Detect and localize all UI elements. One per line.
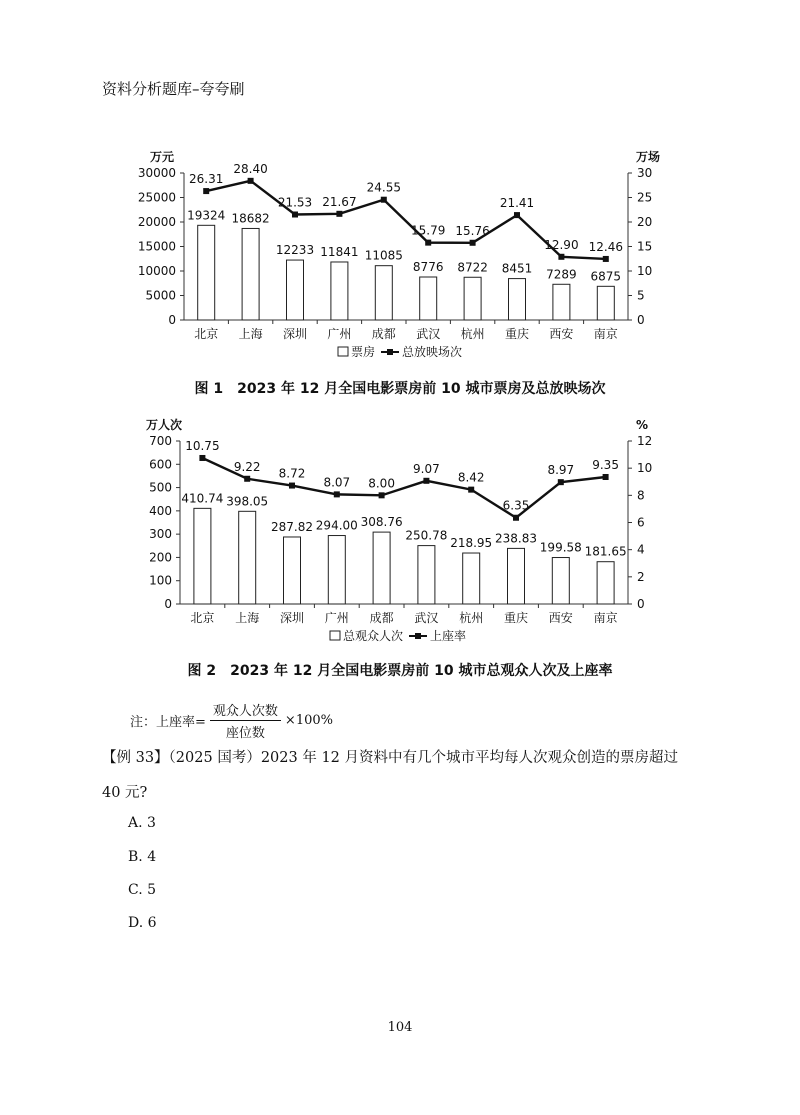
- left-tick-label: 300: [149, 527, 172, 542]
- line-point: [381, 197, 387, 203]
- category-label: 北京: [190, 611, 215, 625]
- formula-note: [130, 700, 333, 741]
- right-tick-label: 5: [637, 288, 645, 303]
- legend-line-label: 总放映场次: [402, 345, 463, 359]
- bar: [508, 548, 525, 604]
- legend-bar-swatch: [330, 631, 340, 640]
- line-value-label: 21.53: [277, 195, 313, 210]
- bar: [464, 277, 481, 320]
- bar-value-label: 8776: [412, 259, 444, 274]
- line-value-label: 10.75: [185, 438, 220, 453]
- line-value-label: 12.46: [588, 239, 623, 254]
- category-label: 北京: [194, 327, 219, 341]
- bar: [552, 558, 569, 604]
- right-tick-label: 4: [637, 542, 645, 557]
- left-tick-label: 700: [149, 434, 172, 448]
- bar-value-label: 7289: [546, 267, 577, 282]
- legend-bar-label: 总观众人次: [343, 629, 404, 643]
- bar-value-label: 8722: [457, 260, 488, 275]
- formula-numerator: 观众人次数: [210, 700, 281, 721]
- chart-box-office: [0, 140, 800, 380]
- right-axis-unit: 万场: [636, 150, 661, 164]
- bar-value-label: 398.05: [226, 494, 269, 509]
- bar-value-label: 308.76: [360, 515, 403, 530]
- line-value-label: 8.97: [547, 463, 575, 478]
- bar: [331, 262, 348, 320]
- bar-value-label: 19324: [187, 208, 226, 223]
- left-tick-label: 400: [149, 503, 172, 518]
- option-c[interactable]: C. 5: [128, 882, 157, 898]
- left-tick-label: 20000: [137, 215, 176, 229]
- line-point: [199, 455, 205, 461]
- bar-value-label: 238.83: [495, 531, 537, 546]
- legend-bar-label: 票房: [351, 345, 376, 359]
- right-tick-label: 0: [637, 313, 645, 327]
- bar-value-label: 410.74: [181, 491, 224, 506]
- bar-value-label: 11841: [320, 244, 359, 259]
- bar: [597, 286, 614, 320]
- right-tick-label: 8: [637, 488, 645, 503]
- line-point: [603, 474, 609, 480]
- note-prefix: 注：上座率=: [130, 715, 206, 730]
- bar-value-label: 250.78: [405, 528, 448, 543]
- category-label: 重庆: [504, 327, 530, 341]
- category-label: 深圳: [279, 611, 305, 625]
- note-suffix: ×100%: [284, 713, 333, 728]
- page-header-title: 资料分析题库–夸夸刷: [102, 80, 245, 98]
- bar: [463, 553, 480, 604]
- category-label: 广州: [327, 327, 352, 341]
- category-label: 杭州: [460, 327, 485, 341]
- line-point: [203, 188, 209, 194]
- right-tick-label: 25: [637, 190, 653, 205]
- left-tick-label: 15000: [137, 239, 176, 254]
- category-label: 西安: [549, 327, 574, 341]
- right-tick-label: 10: [637, 461, 653, 476]
- category-label: 深圳: [282, 327, 308, 341]
- left-axis-unit: 万元: [150, 150, 175, 164]
- line-point: [423, 478, 429, 484]
- left-tick-label: 0: [168, 313, 176, 327]
- line-value-label: 6.35: [502, 498, 530, 513]
- line-value-label: 12.90: [544, 237, 579, 252]
- legend-line-marker: [415, 633, 421, 639]
- right-tick-label: 6: [637, 515, 645, 530]
- line-point: [470, 240, 476, 246]
- right-tick-label: 30: [637, 166, 653, 180]
- bar: [375, 266, 392, 320]
- bar: [418, 546, 435, 604]
- line-point: [336, 211, 342, 217]
- bar-value-label: 218.95: [450, 536, 493, 551]
- left-tick-label: 100: [149, 573, 172, 588]
- bar-value-label: 12233: [275, 243, 315, 258]
- category-label: 杭州: [459, 611, 484, 625]
- line-value-label: 8.42: [457, 470, 485, 485]
- left-tick-label: 0: [164, 597, 172, 611]
- category-label: 广州: [324, 611, 349, 625]
- formula-denominator: 座位数: [225, 726, 265, 741]
- bar: [287, 260, 304, 320]
- category-label: 武汉: [416, 327, 441, 341]
- line-value-label: 8.72: [278, 466, 306, 481]
- left-axis-unit: 万人次: [146, 418, 183, 432]
- line-value-label: 15.76: [455, 223, 490, 238]
- series-line: [202, 458, 605, 518]
- bar-value-label: 287.82: [271, 519, 313, 534]
- line-point: [468, 487, 474, 493]
- formula-fraction: [210, 700, 281, 741]
- right-tick-label: 12: [637, 434, 653, 448]
- line-point: [334, 491, 340, 497]
- category-label: 成都: [371, 327, 396, 341]
- bar-value-label: 18682: [231, 211, 270, 226]
- bar-value-label: 181.65: [584, 544, 627, 559]
- bar: [509, 279, 526, 320]
- line-point: [244, 476, 250, 482]
- bar: [239, 511, 256, 604]
- bar: [194, 508, 211, 604]
- right-tick-label: 10: [637, 264, 653, 278]
- line-point: [289, 483, 295, 489]
- category-label: 武汉: [414, 611, 439, 625]
- line-value-label: 24.55: [366, 180, 401, 195]
- right-tick-label: 15: [637, 239, 653, 254]
- legend-line-marker: [387, 349, 393, 355]
- left-tick-label: 10000: [137, 264, 176, 278]
- figure-2-caption: 图 2 2023 年 12 月全国电影票房前 10 城市总观众人次及上座率: [187, 663, 613, 679]
- bar-value-label: 8451: [501, 261, 533, 276]
- legend-line-label: 上座率: [430, 629, 467, 643]
- line-point: [558, 479, 564, 485]
- option-a[interactable]: A. 3: [128, 815, 156, 831]
- category-label: 重庆: [503, 611, 529, 625]
- left-tick-label: 25000: [137, 190, 176, 205]
- line-value-label: 8.07: [323, 475, 351, 490]
- bar-value-label: 11085: [364, 248, 403, 263]
- bar: [284, 537, 301, 604]
- left-tick-label: 30000: [137, 166, 176, 180]
- bar-value-label: 6875: [590, 269, 622, 284]
- line-value-label: 28.40: [233, 161, 268, 176]
- line-point: [603, 256, 609, 262]
- right-axis-unit: %: [636, 418, 649, 432]
- left-tick-label: 200: [149, 550, 172, 565]
- category-label: 南京: [593, 611, 618, 625]
- question-text-line-1: 【例 33】（2025 国考）2023 年 12 月资料中有几个城市平均每人次观众创造的票房超过: [102, 750, 678, 766]
- line-point: [513, 515, 519, 521]
- category-label: 成都: [369, 611, 394, 625]
- line-point: [514, 212, 520, 218]
- figure-1-caption: 图 1 2023 年 12 月全国电影票房前 10 城市票房及总放映场次: [194, 381, 606, 397]
- category-label: 西安: [548, 611, 573, 625]
- line-value-label: 9.07: [413, 461, 440, 476]
- right-tick-label: 0: [637, 597, 645, 611]
- bar: [328, 536, 345, 604]
- left-tick-label: 600: [149, 457, 172, 472]
- bar: [198, 225, 215, 320]
- category-label: 南京: [593, 327, 618, 341]
- line-value-label: 9.22: [233, 459, 261, 474]
- bar: [420, 277, 437, 320]
- bar-value-label: 294.00: [315, 518, 358, 533]
- line-point: [379, 492, 385, 498]
- option-b[interactable]: B. 4: [128, 849, 157, 865]
- bar: [597, 562, 614, 604]
- chart-audience: [0, 412, 800, 650]
- line-point: [248, 178, 254, 184]
- line-value-label: 21.41: [499, 196, 535, 211]
- bar-value-label: 199.58: [539, 540, 582, 555]
- line-value-label: 15.79: [411, 223, 446, 238]
- line-value-label: 8.00: [368, 476, 395, 491]
- legend-bar-swatch: [338, 347, 348, 356]
- left-tick-label: 5000: [145, 288, 176, 303]
- question-text-line-2: 40 元?: [102, 785, 148, 801]
- line-value-label: 26.31: [189, 172, 224, 187]
- option-d[interactable]: D. 6: [128, 915, 157, 931]
- bar: [553, 284, 570, 320]
- line-point: [425, 240, 431, 246]
- line-value-label: 9.35: [592, 457, 619, 472]
- line-value-label: 21.67: [322, 194, 357, 209]
- right-tick-label: 2: [637, 569, 645, 584]
- page-number: 104: [387, 1020, 413, 1035]
- bar: [242, 228, 259, 320]
- left-tick-label: 500: [149, 480, 172, 495]
- right-tick-label: 20: [637, 215, 653, 229]
- bar: [373, 532, 390, 604]
- category-label: 上海: [238, 327, 263, 341]
- line-point: [558, 254, 564, 260]
- category-label: 上海: [235, 611, 260, 625]
- line-point: [292, 212, 298, 218]
